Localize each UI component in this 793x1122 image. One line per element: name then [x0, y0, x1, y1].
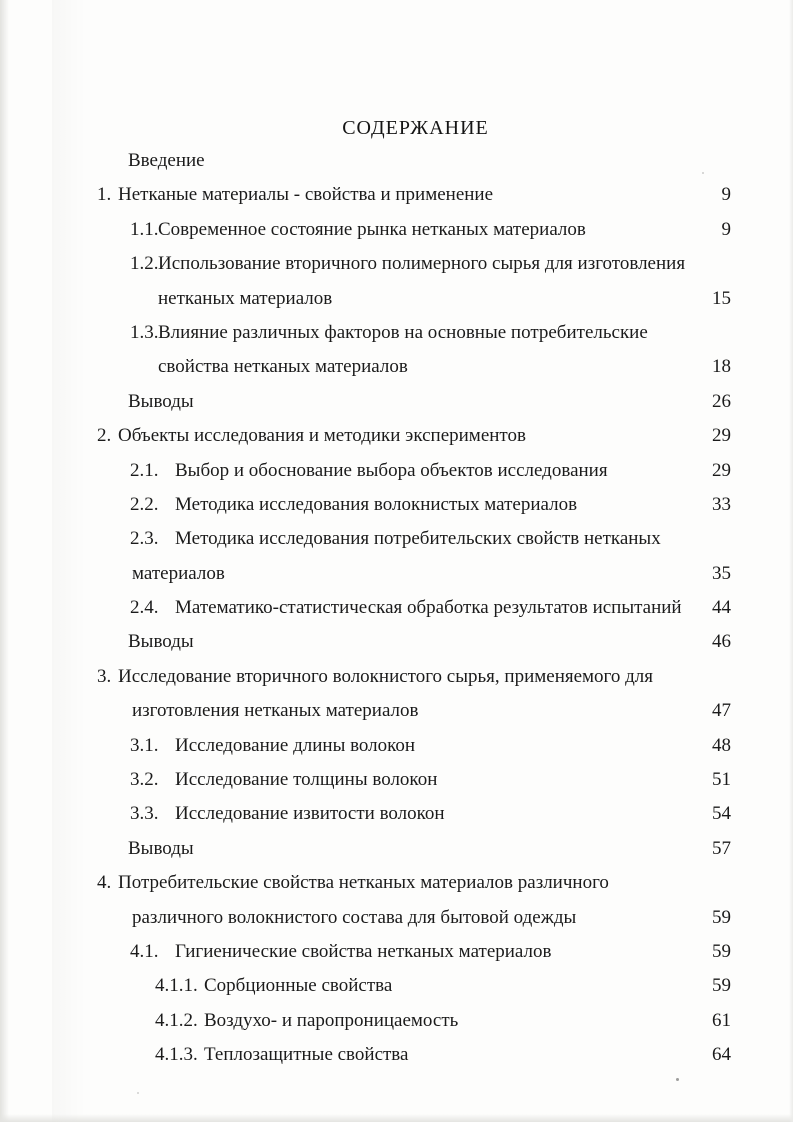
toc-entry-number: 3.1. [130, 734, 159, 756]
toc-entry-number: 1. [97, 184, 112, 206]
toc-entry-page-number: 54 [712, 803, 731, 825]
toc-entry [0, 454, 793, 488]
toc-entry-text: Введение [128, 150, 205, 171]
table-of-contents [0, 144, 793, 1073]
toc-entry [0, 832, 793, 866]
toc-entry [0, 797, 793, 831]
toc-entry-page-number: 46 [712, 631, 731, 653]
toc-entry [0, 901, 793, 935]
toc-entry-number: 4.1.1. [155, 975, 198, 997]
toc-entry-text: Исследование длины волокон [175, 734, 416, 756]
toc-entry-number: 4.1. [130, 940, 159, 962]
toc-entry [0, 591, 793, 625]
toc-entry-page-number: 59 [712, 975, 731, 997]
toc-entry [0, 385, 793, 419]
toc-entry-number: 1.2. [130, 253, 159, 275]
toc-entry-text: материалов [132, 562, 225, 584]
scan-edge-bottom [0, 1114, 793, 1122]
toc-entry-text: Выводы [128, 837, 194, 859]
toc-entry [0, 866, 793, 900]
toc-entry-text: Методика исследования волокнистых материалов [175, 493, 578, 515]
toc-entry-text: Воздухо- и паропроницаемость [204, 1009, 459, 1031]
toc-entry-text: нетканых материалов [158, 287, 333, 309]
toc-entry-number: 1.1. [130, 218, 159, 240]
toc-entry-text: Современное состояние рынка нетканых материалов [158, 218, 586, 240]
toc-entry-number: 2.1. [130, 459, 159, 481]
toc-entry-text: различного волокнистого состава для бытовой одежды [132, 906, 577, 928]
toc-entry-number: 4. [97, 872, 112, 894]
toc-entry-text: Использование вторичного полимерного сырья для изготовления [158, 253, 686, 275]
toc-entry-page-number: 9 [721, 218, 731, 240]
toc-entry [0, 350, 793, 384]
toc-entry-text: Выводы [128, 631, 194, 653]
toc-entry-text: свойства нетканых материалов [158, 356, 408, 378]
toc-entry-text: Выводы [128, 390, 194, 412]
toc-entry-number: 3.2. [130, 769, 159, 791]
toc-entry [0, 729, 793, 763]
toc-entry-text: Выбор и обоснование выбора объектов исследования [175, 459, 608, 481]
toc-entry [0, 763, 793, 797]
toc-entry-number: 2.4. [130, 597, 159, 619]
toc-entry-text: Исследование вторичного волокнистого сырья, применяемого для [118, 665, 654, 687]
toc-entry-page-number: 47 [712, 700, 731, 722]
toc-entry-text: Методика исследования потребительских свойств нетканых [175, 528, 661, 550]
toc-entry-number: 3. [97, 665, 112, 687]
toc-entry-text: изготовления нетканых материалов [132, 700, 419, 722]
toc-entry [0, 969, 793, 1003]
toc-entry-number: 4.1.2. [155, 1009, 198, 1031]
toc-entry-number: 2. [97, 425, 112, 447]
toc-entry-number: 4.1.3. [155, 1044, 198, 1066]
toc-entry-page-number: 15 [712, 287, 731, 309]
toc-entry-page-number: 44 [712, 597, 731, 619]
scan-speck [137, 1092, 139, 1094]
toc-entry [0, 935, 793, 969]
toc-entry-page-number: 51 [712, 769, 731, 791]
toc-entry-text: Нетканые материалы - свойства и применение [118, 184, 494, 206]
toc-entry-page-number: 29 [712, 425, 731, 447]
toc-entry-number: 3.3. [130, 803, 159, 825]
toc-entry [0, 557, 793, 591]
scan-speck [676, 1078, 679, 1081]
toc-entry-page-number: 18 [712, 356, 731, 378]
page-title: СОДЕРЖАНИЕ [342, 117, 489, 139]
toc-entry [0, 1004, 793, 1038]
toc-entry [0, 247, 793, 281]
toc-entry [0, 660, 793, 694]
toc-entry [0, 144, 793, 178]
toc-entry [0, 694, 793, 728]
toc-entry [0, 178, 793, 212]
toc-entry-page-number: 59 [712, 906, 731, 928]
toc-entry-text: Потребительские свойства нетканых материалов различного [118, 872, 609, 894]
toc-entry-page-number: 48 [712, 734, 731, 756]
toc-entry-page-number: 26 [712, 390, 731, 412]
toc-entry-text: Исследование толщины волокон [175, 769, 438, 791]
toc-entry-text: Сорбционные свойства [204, 975, 393, 997]
toc-entry-page-number: 29 [712, 459, 731, 481]
toc-entry-page-number: 35 [712, 562, 731, 584]
toc-entry-number: 2.3. [130, 528, 159, 550]
toc-entry [0, 282, 793, 316]
toc-entry-text: Объекты исследования и методики экспериментов [118, 425, 526, 447]
toc-entry [0, 522, 793, 556]
toc-entry-number: 1.3. [130, 321, 159, 343]
toc-entry-page-number: 33 [712, 493, 731, 515]
toc-entry-text: Исследование извитости волокон [175, 803, 445, 825]
toc-entry-page-number: 9 [721, 184, 731, 206]
toc-entry-page-number: 59 [712, 940, 731, 962]
toc-entry [0, 213, 793, 247]
toc-entry-text: Теплозащитные свойства [204, 1044, 409, 1066]
toc-entry-number: 2.2. [130, 493, 159, 515]
toc-entry-page-number: 64 [712, 1044, 731, 1066]
toc-entry [0, 316, 793, 350]
toc-entry-page-number: 57 [712, 837, 731, 859]
toc-entry [0, 419, 793, 453]
toc-entry-text: Математико-статистическая обработка результатов испытаний [175, 597, 682, 619]
toc-entry-text: Гигиенические свойства нетканых материалов [175, 940, 552, 962]
toc-entry-page-number: 61 [712, 1009, 731, 1031]
toc-entry-text: Влияние различных факторов на основные потребительские [158, 321, 648, 343]
toc-entry [0, 1038, 793, 1072]
toc-entry [0, 625, 793, 659]
toc-entry [0, 488, 793, 522]
